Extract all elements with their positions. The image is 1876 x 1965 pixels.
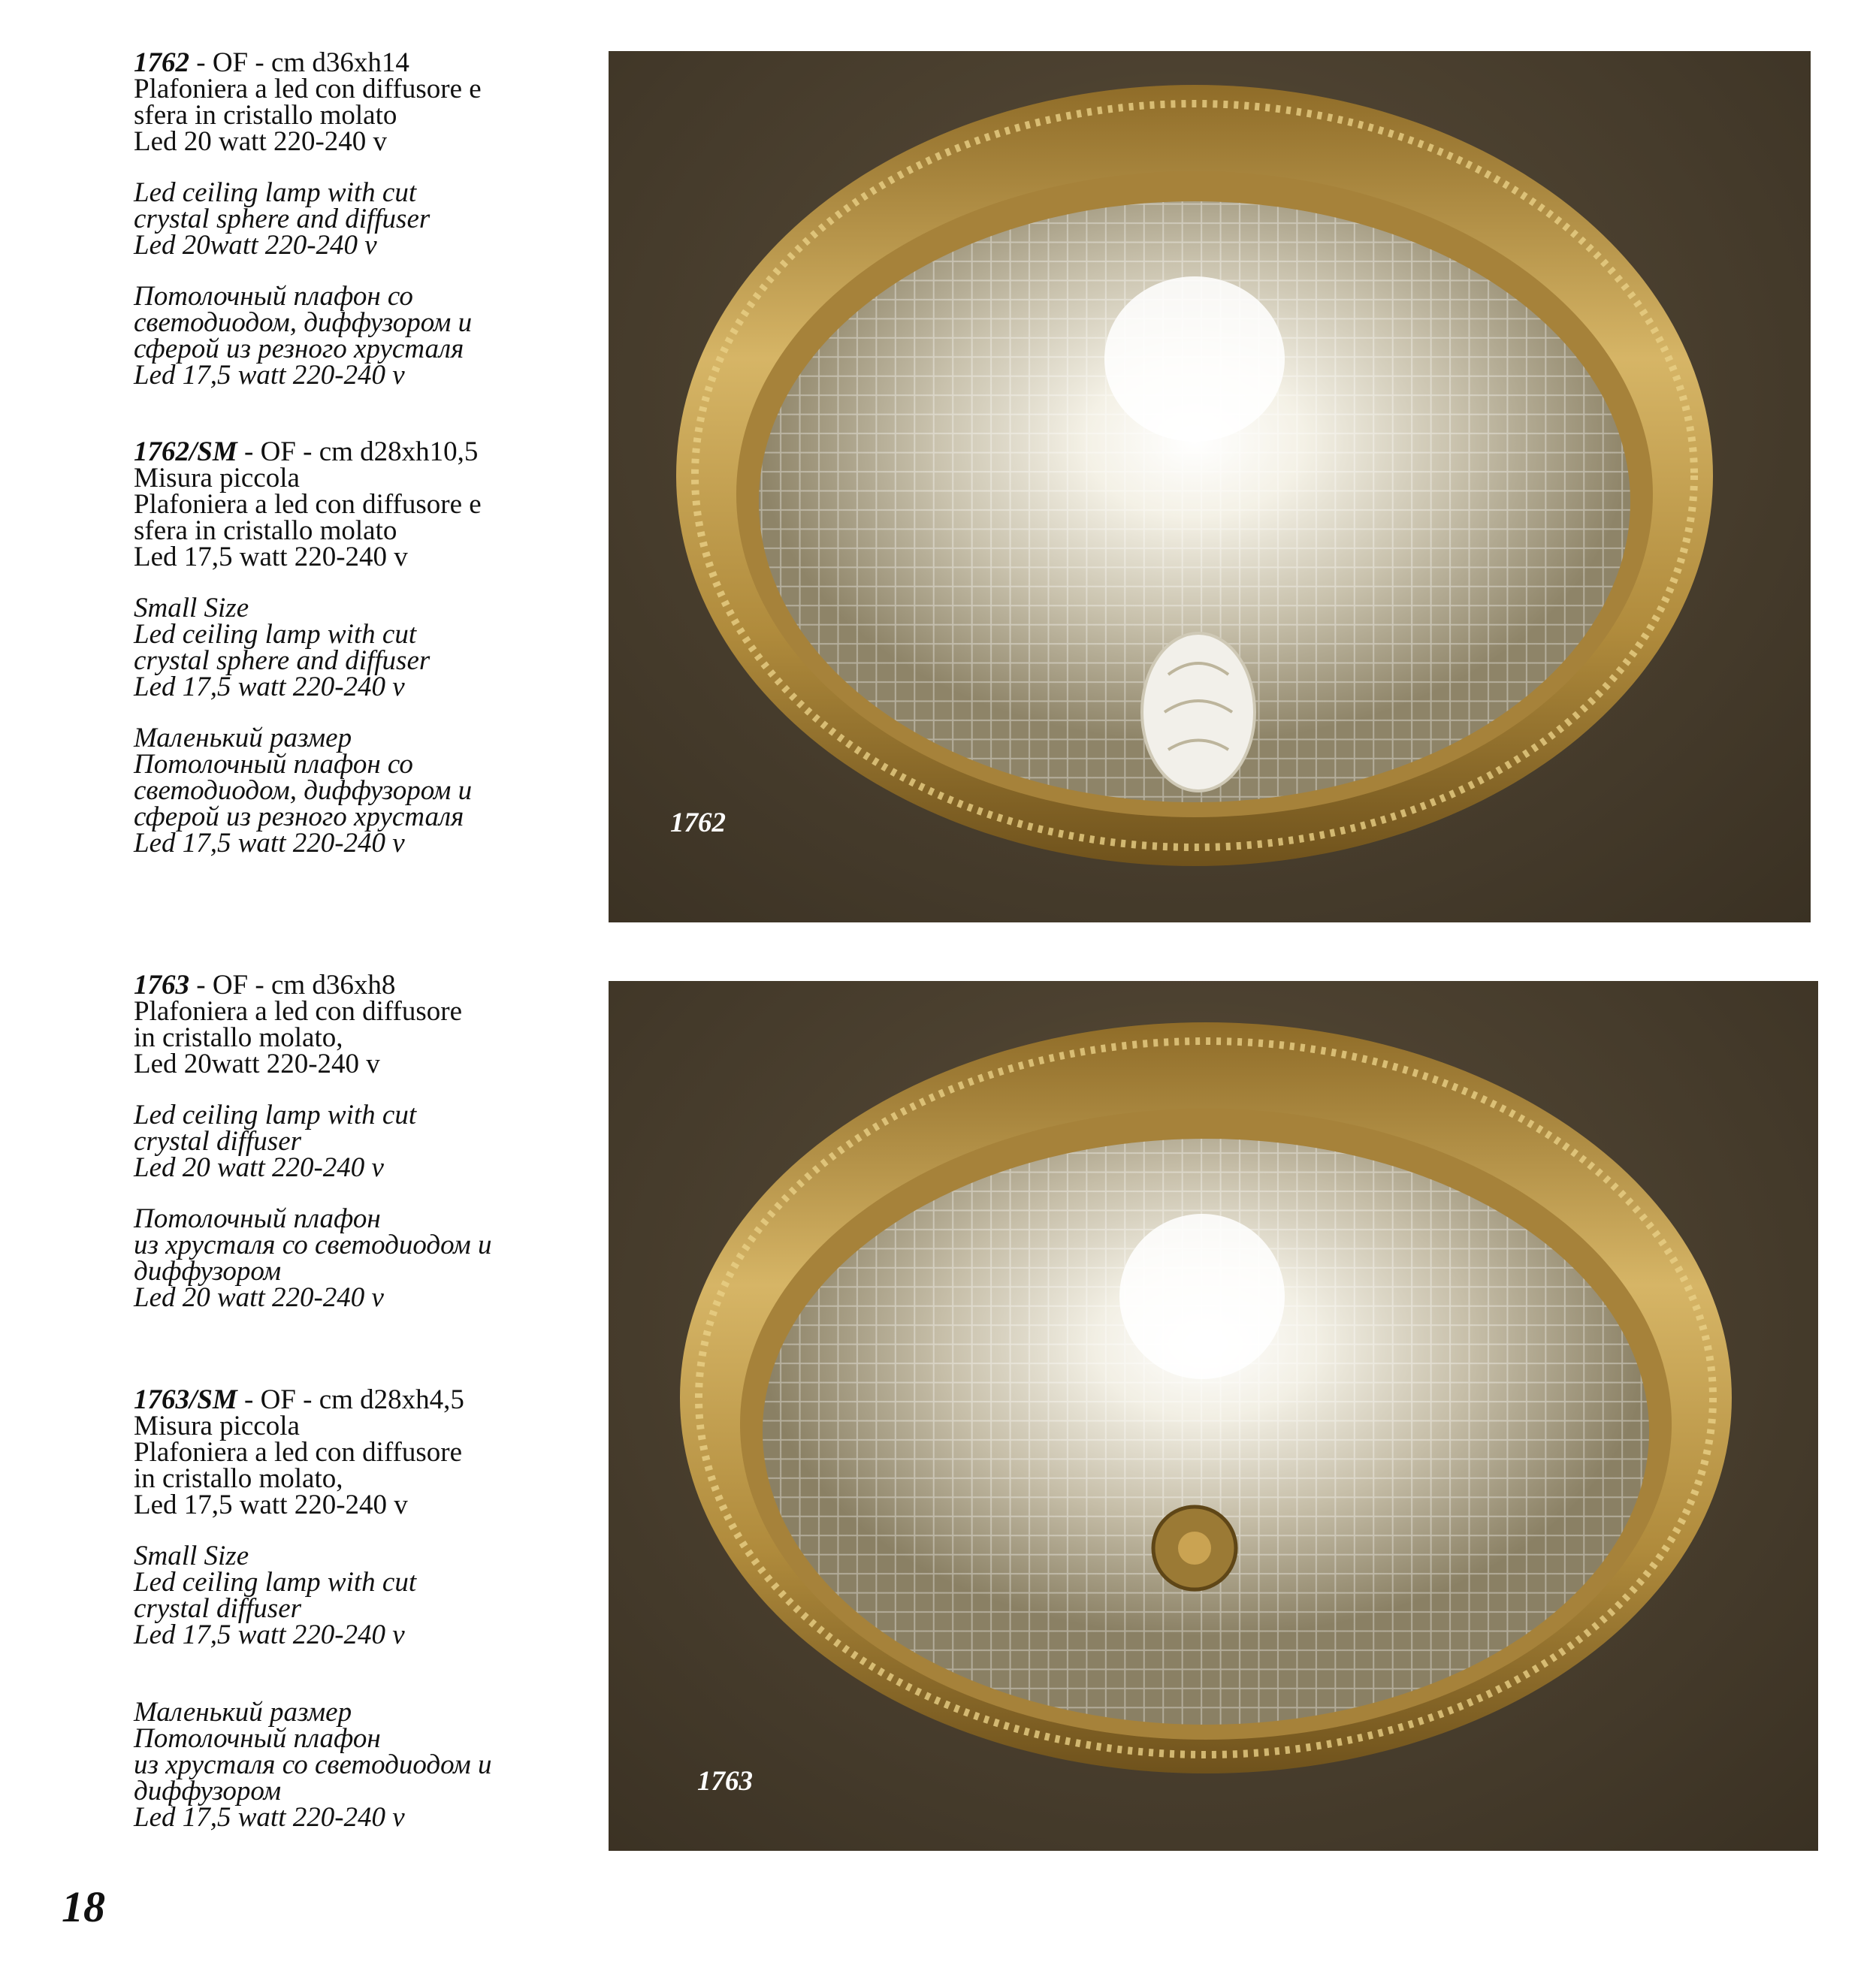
english-line: crystal diffuser xyxy=(134,1593,302,1624)
italian-line: Plafoniera a led con diffusore e xyxy=(134,489,482,520)
product-header xyxy=(134,47,600,78)
product-1762 xyxy=(134,47,600,413)
italian-line: Led 17,5 watt 220-240 v xyxy=(134,542,408,572)
crystal-sphere xyxy=(1142,633,1255,791)
product-header xyxy=(134,970,600,1001)
italian-line: Led 17,5 watt 220-240 v xyxy=(134,1490,408,1520)
russian-line: светодиодом, диффузором и xyxy=(134,307,473,338)
product-code: 1763/SM xyxy=(134,1384,237,1415)
english-line: crystal sphere and diffuser xyxy=(134,645,430,676)
english-line: Small Size xyxy=(134,1541,249,1571)
page-number: 18 xyxy=(62,1882,105,1931)
product-code: 1763 xyxy=(134,970,189,1001)
product-code: 1762 xyxy=(134,47,189,78)
product-photo-1762 xyxy=(609,51,1811,922)
english-line: Led ceiling lamp with cut xyxy=(134,1100,417,1130)
italian-line: Plafoniera a led con diffusore xyxy=(134,1437,462,1468)
italian-line: Plafoniera a led con diffusore e xyxy=(134,74,482,104)
russian-line: Потолочный плафон xyxy=(134,1723,381,1754)
product-spec: - OF - cm d28xh10,5 xyxy=(237,436,479,467)
english-line: Led 17,5 watt 220-240 v xyxy=(134,672,405,702)
english-line: crystal diffuser xyxy=(134,1126,302,1157)
russian-line: сферой из резного хрусталя xyxy=(134,801,464,832)
italian-line: sfera in cristallo molato xyxy=(134,100,397,131)
italian-line: Misura piccola xyxy=(134,1411,300,1441)
russian-line: Led 17,5 watt 220-240 v xyxy=(134,828,405,859)
italian-line: in cristallo molato, xyxy=(134,1463,343,1494)
russian-line: Led 20 watt 220-240 v xyxy=(134,1282,384,1313)
russian-line: диффузором xyxy=(134,1256,282,1287)
product-1763-sm xyxy=(134,1384,600,1855)
english-line: Led ceiling lamp with cut xyxy=(134,1567,417,1598)
product-header xyxy=(134,1384,600,1415)
russian-line: Маленький размер xyxy=(134,1697,352,1728)
russian-line: сферой из резного хрусталя xyxy=(134,334,464,364)
photo-label: 1762 xyxy=(670,807,726,838)
english-line: Led 17,5 watt 220-240 v xyxy=(134,1619,405,1650)
ceiling-lamp-with-rosette-icon xyxy=(609,981,1818,1851)
russian-line: Потолочный плафон xyxy=(134,1203,381,1234)
russian-line: Led 17,5 watt 220-240 v xyxy=(134,1802,405,1833)
italian-line: sfera in cristallo molato xyxy=(134,515,397,546)
russian-line: Потолочный плафон со xyxy=(134,281,413,312)
product-1763 xyxy=(134,972,600,1336)
russian-line: светодиодом, диффузором и xyxy=(134,775,473,806)
product-spec: - OF - cm d28xh4,5 xyxy=(237,1384,464,1415)
product-code: 1762/SM xyxy=(134,436,237,467)
english-line: Led 20watt 220-240 v xyxy=(134,230,377,261)
russian-line: Маленький размер xyxy=(134,723,352,753)
photo-label: 1763 xyxy=(697,1766,753,1797)
product-photo-1763 xyxy=(609,981,1818,1851)
product-spec: - OF - cm d36xh8 xyxy=(189,970,396,1001)
russian-line: из хрусталя со светодиодом и xyxy=(134,1230,492,1260)
product-1762-sm xyxy=(134,436,600,881)
russian-line: Led 17,5 watt 220-240 v xyxy=(134,360,405,391)
english-line: crystal sphere and diffuser xyxy=(134,204,430,234)
english-line: Led 20 watt 220-240 v xyxy=(134,1152,384,1183)
russian-line: диффузором xyxy=(134,1776,282,1807)
italian-line: Misura piccola xyxy=(134,463,300,494)
russian-line: из хрусталя со светодиодом и xyxy=(134,1749,492,1780)
english-line: Led ceiling lamp with cut xyxy=(134,177,417,208)
italian-line: Led 20watt 220-240 v xyxy=(134,1049,380,1079)
product-spec: - OF - cm d36xh14 xyxy=(189,47,409,78)
italian-line: Plafoniera a led con diffusore xyxy=(134,996,462,1027)
ceiling-lamp-with-crystal-sphere-icon xyxy=(609,51,1811,922)
russian-line: Потолочный плафон со xyxy=(134,749,413,780)
italian-line: Led 20 watt 220-240 v xyxy=(134,126,388,157)
english-line: Led ceiling lamp with cut xyxy=(134,619,417,650)
english-line: Small Size xyxy=(134,593,249,623)
product-header xyxy=(134,436,600,467)
italian-line: in cristallo molato, xyxy=(134,1022,343,1053)
